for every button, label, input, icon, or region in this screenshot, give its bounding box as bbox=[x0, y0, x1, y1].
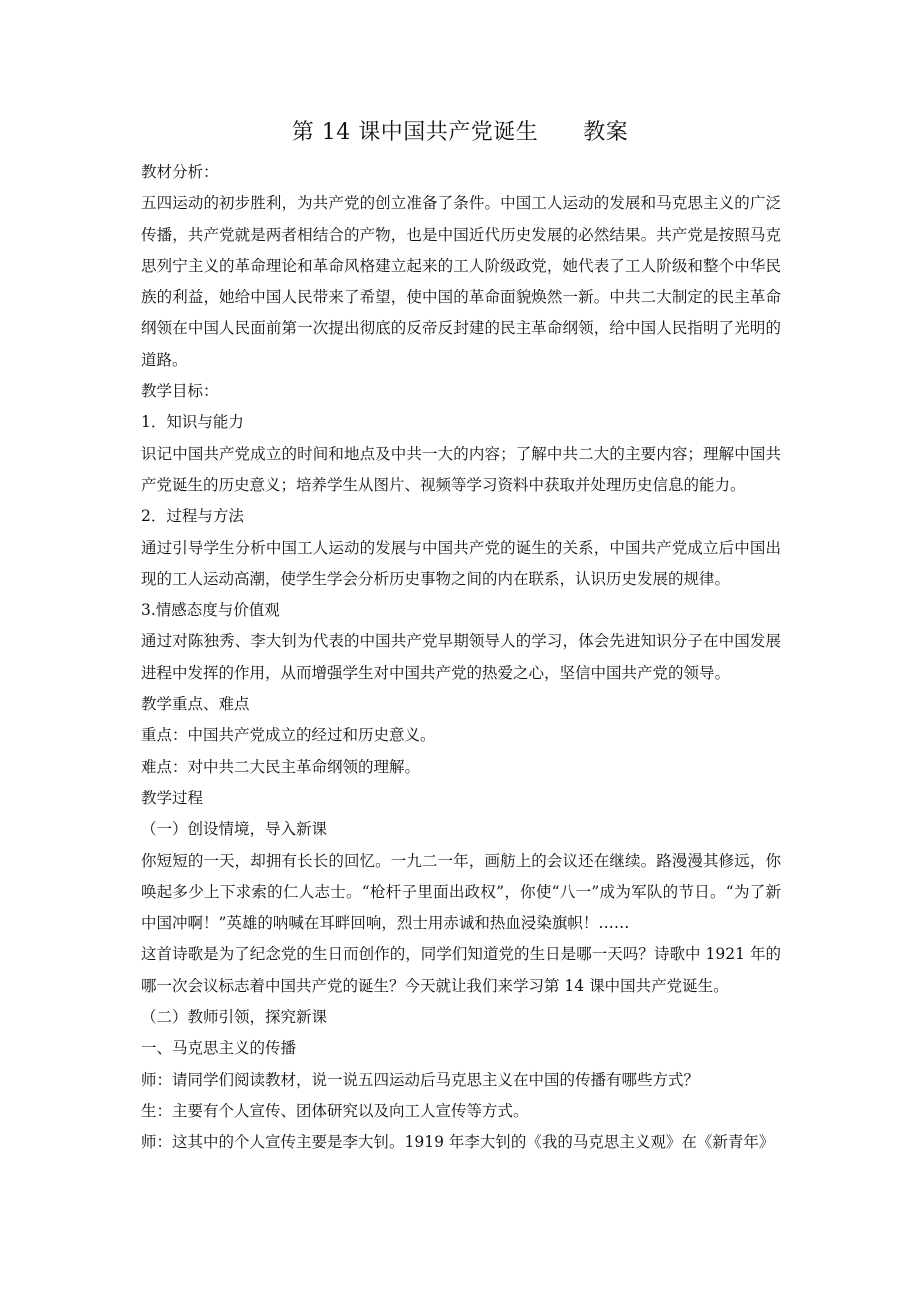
document-body bbox=[141, 157, 781, 1159]
section-heading-textbook-analysis: 教材分析： bbox=[141, 163, 219, 181]
subheading-marxism-spread: 一、马克思主义的传播 bbox=[141, 1039, 297, 1058]
paragraph-student-answer: 生：主要有个人宣传、团体研究以及向工人宣传等方式。 bbox=[141, 1101, 529, 1120]
subheading-process-method: 2．过程与方法 bbox=[141, 507, 244, 526]
paragraph-emotion-values: 通过对陈独秀、李大钊为代表的中国共产党早期领导人的学习，体会先进知识分子在中国发展进程中发挥的作用，从而增强学生对中国共产党的热爱之心，坚信中国共产党的领导。 bbox=[141, 632, 781, 682]
paragraph-key-point: 重点：中国共产党成立的经过和历史意义。 bbox=[141, 726, 436, 745]
paragraph-difficult-point: 难点：对中共二大民主革命纲领的理解。 bbox=[141, 757, 421, 776]
section-heading-teaching-goals: 教学目标： bbox=[141, 382, 219, 401]
document-title: 第 14 课中国共产党诞生 教案 bbox=[291, 120, 629, 145]
subheading-create-situation: （一）创设情境，导入新课 bbox=[141, 820, 328, 839]
paragraph-textbook-analysis: 五四运动的初步胜利，为共产党的创立准备了条件。中国工人运动的发展和马克思主义的广泛传播，共产党就是两者相结合的产物，也是中国近代历史发展的必然结果。共产党是按照马克思列宁主义的革命理论和革命风格建立起来的工人阶级政党，她代表了工人阶级和整个中华民族的利益，她给中国人民带来了希望，使中国的革命面貌焕然一新。中共二大制定的民主革命纲领在中国人民面前第一次提出彻底的反帝反封建的民主革命纲领，给中国人民指明了光明的道路。 bbox=[141, 194, 781, 369]
paragraph-poem: 你短短的一天，却拥有长长的回忆。一九二一年，画舫上的会议还在继续。路漫漫其修远，你唤起多少上下求索的仁人志士。“枪杆子里面出政权”，你使“八一”成为军队的节日。“为了新中国冲啊！”英雄的呐喊在耳畔回响，烈士用赤诚和热血浸染旗帜！…… bbox=[141, 851, 781, 933]
paragraph-teacher-question: 师：请同学们阅读教材，说一说五四运动后马克思主义在中国的传播有哪些方式？ bbox=[141, 1070, 700, 1089]
section-heading-teaching-process: 教学过程 bbox=[141, 788, 204, 807]
paragraph-teacher-explanation: 师：这其中的个人宣传主要是李大钊。1919 年李大钊的《我的马克思主义观》在《新青年》 bbox=[141, 1133, 775, 1152]
subheading-teacher-guidance: （二）教师引领，探究新课 bbox=[141, 1008, 328, 1027]
paragraph-knowledge-ability: 识记中国共产党成立的时间和地点及中共一大的内容；了解中共二大的主要内容；理解中国共产党诞生的历史意义；培养学生从图片、视频等学习资料中获取并处理历史信息的能力。 bbox=[141, 444, 781, 494]
subheading-knowledge-ability: 1．知识与能力 bbox=[141, 413, 244, 432]
paragraph-process-method: 通过引导学生分析中国工人运动的发展与中国共产党的诞生的关系，中国共产党成立后中国出现的工人运动高潮，使学生学会分析历史事物之间的内在联系，认识历史发展的规律。 bbox=[141, 538, 781, 588]
subheading-emotion-values: 3.情感态度与价值观 bbox=[141, 601, 280, 620]
paragraph-poem-intro: 这首诗歌是为了纪念党的生日而创作的，同学们知道党的生日是哪一天吗？诗歌中 1921 年的哪一次会议标志着中国共产党的诞生？今天就让我们来学习第 14 课中国共产党诞生。 bbox=[141, 945, 781, 995]
section-heading-key-points: 教学重点、难点 bbox=[141, 695, 250, 714]
